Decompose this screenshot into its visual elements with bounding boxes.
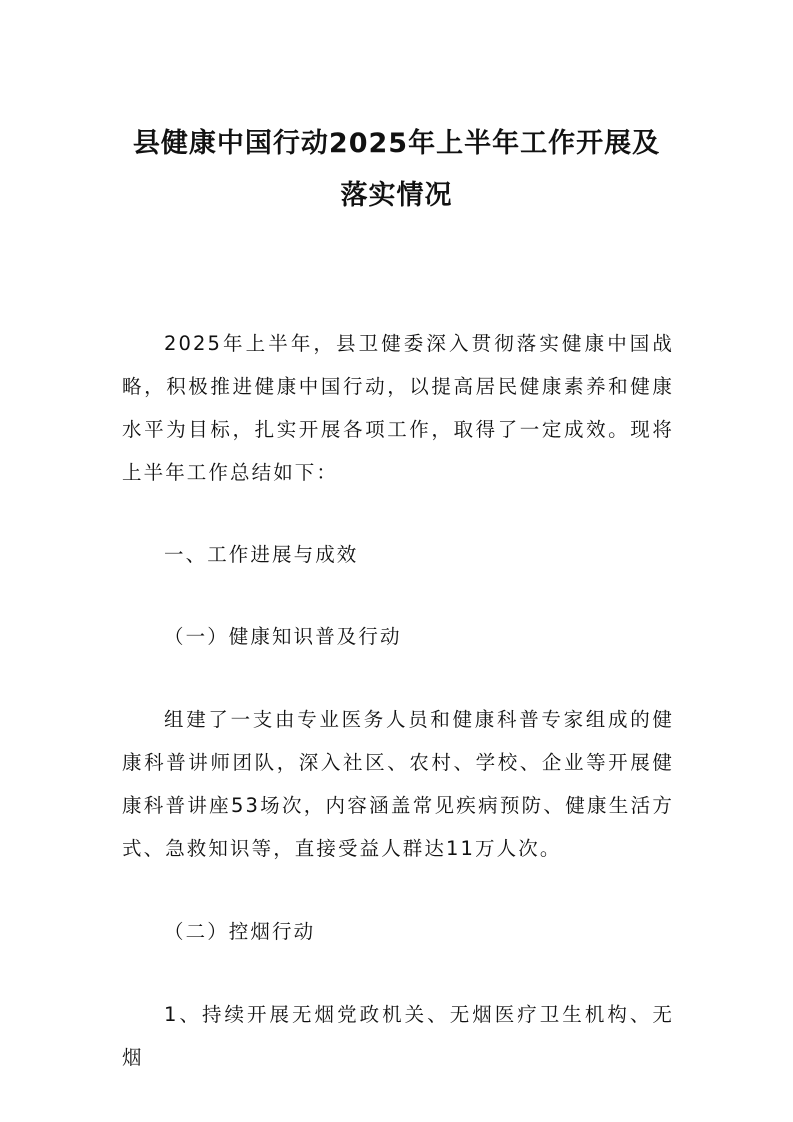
health-knowledge-paragraph: 组建了一支由专业医务人员和健康科普专家组成的健康科普讲师团队，深入社区、农村、学校、企业等开展健康科普讲座53场次，内容涵盖常见疾病预防、健康生活方式、急救知识等，直接受益人群达11万人次。 xyxy=(122,708,674,860)
subsection-heading-tobacco-control: （二）控烟行动 xyxy=(164,920,316,943)
subsection-heading-health-knowledge: （一）健康知识普及行动 xyxy=(164,625,402,648)
document-title-line-2: 落实情况 xyxy=(340,180,453,211)
section-heading-progress: 一、工作进展与成效 xyxy=(164,543,359,566)
intro-paragraph: 2025年上半年，县卫健委深入贯彻落实健康中国战略，积极推进健康中国行动，以提高居民健康素养和健康水平为目标，扎实开展各项工作，取得了一定成效。现将上半年工作总结如下： xyxy=(122,332,674,484)
document-title-line-1: 县健康中国行动2025年上半年工作开展及 xyxy=(132,128,661,159)
tobacco-control-item-1: 1、持续开展无烟党政机关、无烟医疗卫生机构、无烟 xyxy=(122,1003,674,1069)
